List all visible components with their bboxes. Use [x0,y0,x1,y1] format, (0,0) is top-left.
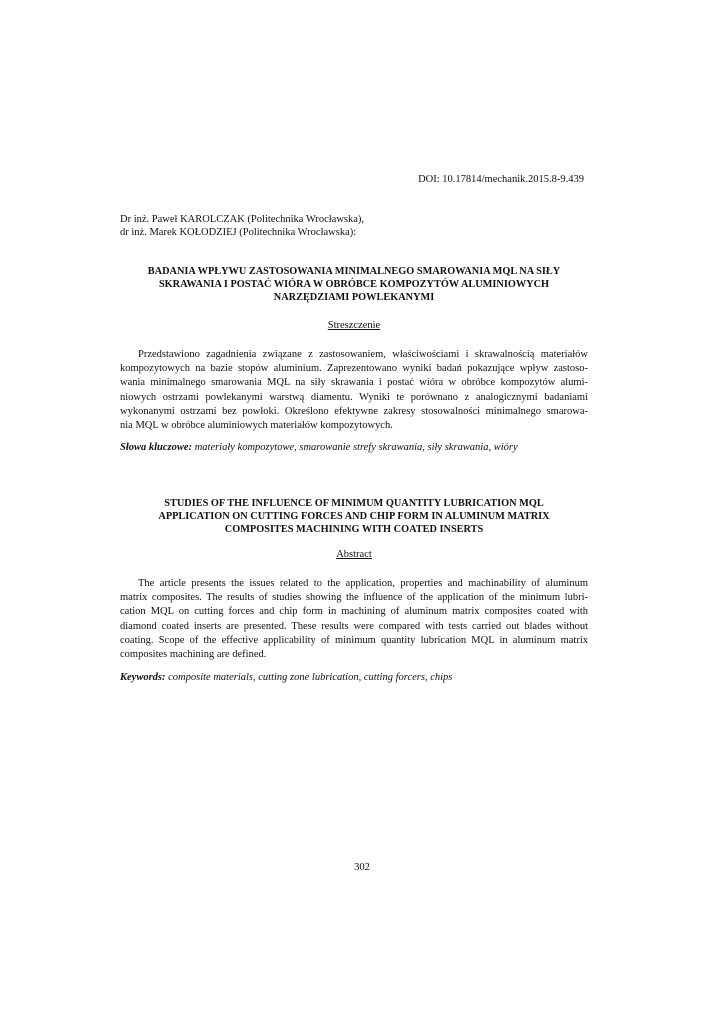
abstract-line: wykonanymi ostrzami bez powłoki. Określono efektywne zakresy stosowalności minimalnego smarowa- [120,405,588,417]
author-list [120,213,364,239]
abstract-line: matrix composites. The results of studies showing the influence of the application of the minimum lubri- [120,592,588,604]
title-line: APPLICATION ON CUTTING FORCES AND CHIP FORM IN ALUMINUM MATRIX [158,511,550,522]
polish-abstract-heading: Streszczenie [327,320,381,331]
page-number: 302 [354,862,370,873]
english-abstract-heading: Abstract [336,549,372,560]
polish-abstract-body [120,348,588,433]
title-line: COMPOSITES MACHINING WITH COATED INSERTS [224,524,484,535]
abstract-line: composites machining are defined. [120,649,267,661]
abstract-line: The article presents the issues related to the application, properties and machinability of aluminum [138,578,588,589]
abstract-line: Przedstawiono zagadnienia związane z zastosowaniem, właściwościami i skrawalnością materiałów [138,349,588,360]
author-line: Dr inż. Paweł KAROLCZAK (Politechnika Wrocławska), [120,214,365,225]
english-keywords [120,671,588,685]
abstract-line: niowych ostrzami powlekanymi warstwą diamentu. Wyniki te porównano z analogicznymi badaniami [120,391,588,403]
doi-label: DOI: 10.17814/mechanik.2015.8-9.439 [418,174,584,185]
abstract-line: nia MQL w obróbce aluminiowych materiałów kompozytowych. [120,420,393,432]
polish-keywords [120,441,588,455]
polish-title [120,265,588,304]
english-abstract-body [120,577,588,662]
title-line: SKRAWANIA I POSTAĆ WIÓRA W OBRÓBCE KOMPOZYTÓW ALUMINIOWYCH [158,279,550,290]
english-title [120,497,588,536]
author-line: dr inż. Marek KOŁODZIEJ (Politechnika Wrocławska): [120,227,357,238]
keywords-label: Słowa kluczowe: [120,442,193,453]
title-line: STUDIES OF THE INFLUENCE OF MINIMUM QUANTITY LUBRICATION MQL [164,498,544,509]
abstract-line: wania minimalnego smarowania MQL na siły skrawania i postać wióra w obróbce kompozytów alumi- [120,377,588,389]
keywords-text: materiały kompozytowe, smarowanie strefy skrawania, siły skrawania, wióry [192,442,518,453]
abstract-line: diamond coated inserts are presented. These results were compared with tests carried out blades without [120,620,588,632]
keywords-text: composite materials, cutting zone lubrication, cutting forcers, chips [165,672,453,683]
abstract-line: coating. Scope of the effective applicability of minimum quantity lubrication MQL in aluminum matrix [120,634,588,646]
title-line: NARZĘDZIAMI POWLEKANYMI [273,292,435,303]
keywords-label: Keywords: [120,672,166,683]
abstract-line: cation MQL on cutting forces and chip form in machining of aluminum matrix composites coated with [120,606,588,618]
title-line: BADANIA WPŁYWU ZASTOSOWANIA MINIMALNEGO SMAROWANIA MQL NA SIŁY [147,266,561,277]
abstract-line: kompozytowych na bazie stopów aluminium. Zaprezentowano wyniki badań pokazujące wpływ zastoso- [120,363,588,375]
